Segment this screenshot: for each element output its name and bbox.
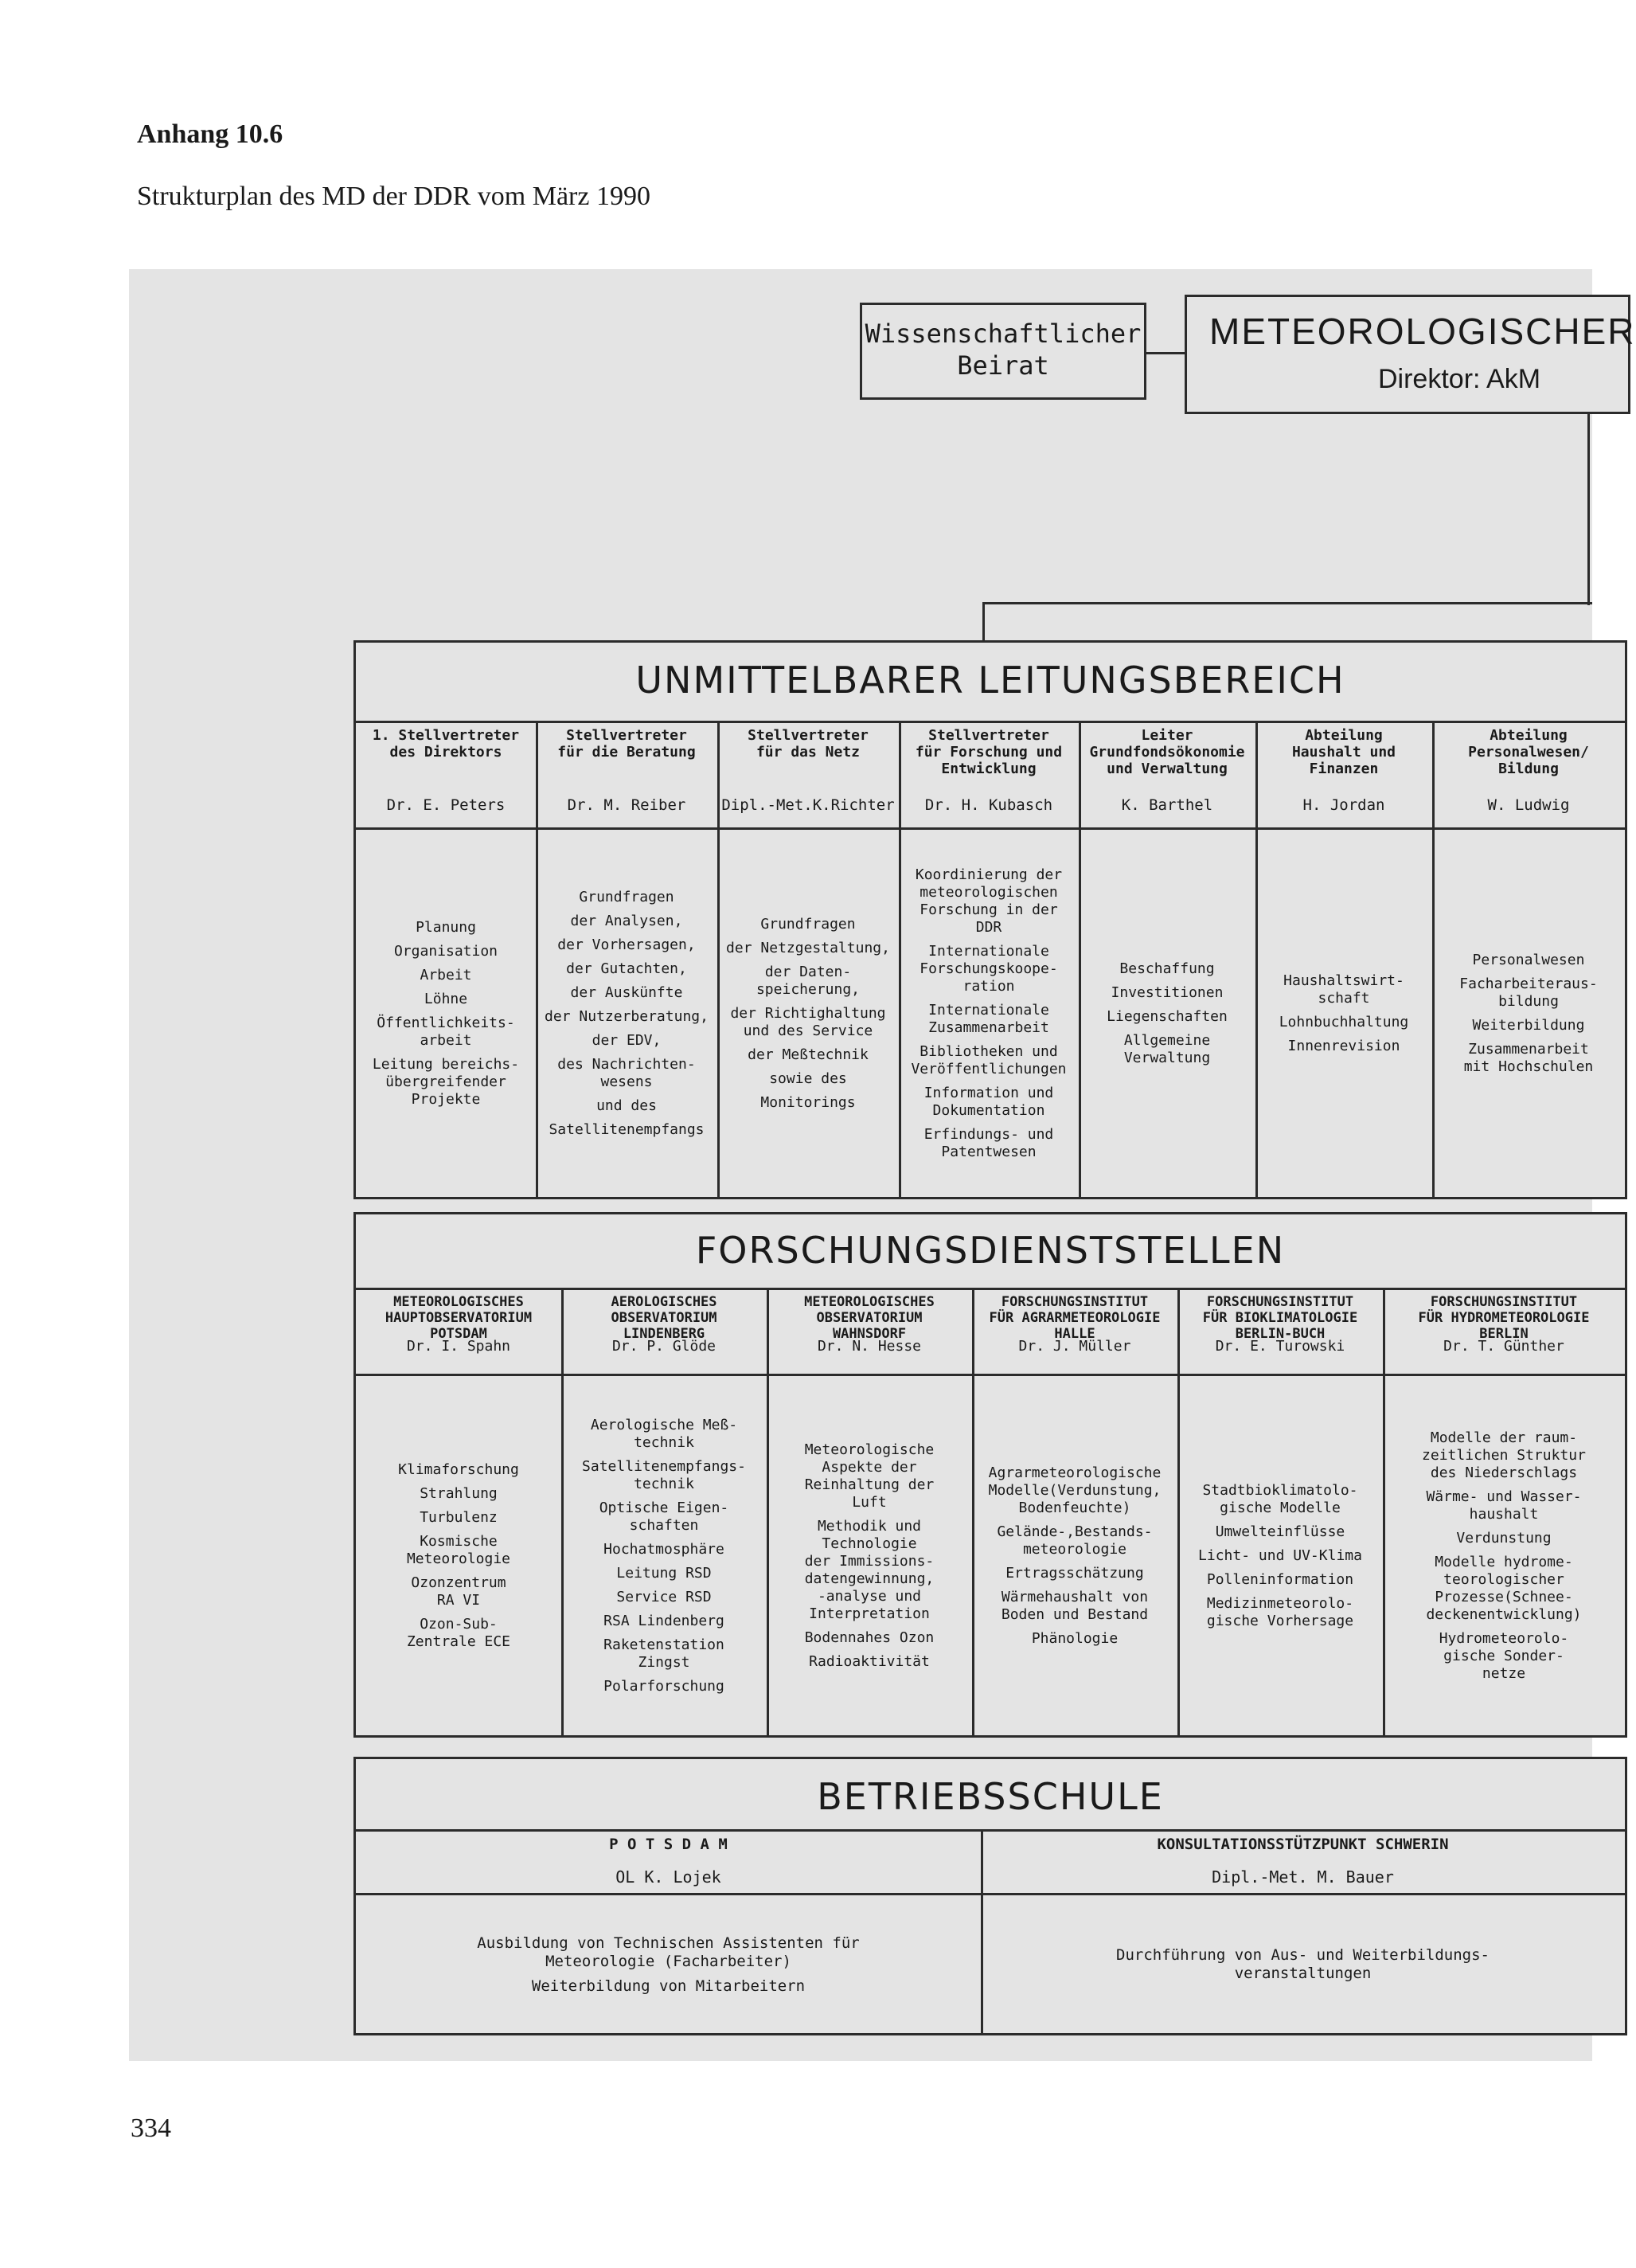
schule-column-head: KONSULTATIONSSTÜTZPUNKT SCHWERIN (1157, 1836, 1449, 1853)
forschung-column-head: FORSCHUNGSINSTITUT FÜR AGRARMETEOROLOGIE HALLE (989, 1294, 1161, 1342)
leitung-column-items (717, 831, 899, 1197)
forschung-item: Medizinmeteorolo- gische Vorhersage (1206, 1595, 1354, 1629)
forschung-section (353, 1212, 1627, 1738)
director-label: Direktor: AkM (1378, 364, 1541, 394)
forschung-item: Kosmische Meteorologie (406, 1533, 511, 1567)
leitung-column-name: K. Barthel (1121, 796, 1213, 814)
appendix-title: Anhang 10.6 (137, 119, 283, 149)
leitung-item: Organisation (393, 943, 498, 960)
leitung-item: Koordinierung der meteorologischen Forschung in der DDR (915, 866, 1063, 936)
leitung-item: Lohnbuchhaltung (1279, 1014, 1409, 1030)
leitung-item: Information und Dokumentation (923, 1085, 1054, 1119)
leitung-item: Innenrevision (1287, 1038, 1400, 1054)
forschung-item: Optische Eigen- schaften (599, 1500, 729, 1534)
leitung-column-head: Abteilung Haushalt und Finanzen (1291, 727, 1396, 777)
forschung-item: Modelle hydrome- teorologischer Prozesse(Schnee- deckenentwicklung) (1426, 1554, 1582, 1623)
forschung-item: Ozonzentrum RA VI (411, 1574, 506, 1609)
forschung-item: Service RSD (616, 1589, 712, 1605)
forschung-item: Stadtbioklimatolo- gische Modelle (1202, 1482, 1358, 1516)
leitung-item: Bibliotheken und Veröffentlichungen (911, 1043, 1067, 1077)
leitung-item: Löhne (424, 991, 468, 1007)
leitung-item: Liegenschaften (1107, 1008, 1228, 1025)
forschung-column-items (561, 1377, 767, 1735)
forschung-column-items (356, 1377, 561, 1735)
forschung-column-items (972, 1377, 1177, 1735)
leitung-item: Internationale Zusammenarbeit (928, 1002, 1049, 1036)
forschung-column-name: Dr. P. Glöde (611, 1338, 716, 1355)
leitung-item: der Vorhersagen, (557, 937, 696, 953)
forschung-title-divider (356, 1288, 1625, 1290)
leitung-column-items (899, 831, 1079, 1197)
forschung-item: Leitung RSD (616, 1565, 712, 1582)
leitung-column-name: Dr. M. Reiber (567, 796, 686, 814)
leitung-item: der EDV, (592, 1032, 662, 1049)
branch-line-v (982, 602, 985, 642)
leitung-section (353, 640, 1627, 1199)
meteo-box (1185, 295, 1636, 414)
beirat-connector (1146, 352, 1185, 354)
leitung-item: der Meßtechnik (748, 1046, 869, 1063)
schule-column-name: OL K. Lojek (615, 1867, 721, 1887)
forschung-column-head: FORSCHUNGSINSTITUT FÜR HYDROMETEOROLOGIE BERLIN (1418, 1294, 1590, 1342)
leitung-column-items (1255, 831, 1432, 1197)
leitung-item: Zusammenarbeit mit Hochschulen (1463, 1041, 1594, 1075)
leitung-item: Satellitenempfangs (549, 1121, 705, 1138)
forschung-item: Raketenstation Zingst (603, 1636, 724, 1671)
forschung-title: FORSCHUNGSDIENSTSTELLEN (695, 1229, 1286, 1272)
schule-head-divider (356, 1893, 1625, 1895)
schule-column-head: P O T S D A M (609, 1836, 728, 1853)
leitung-item: der Nutzerberatung, (545, 1008, 709, 1025)
schule-item: Durchführung von Aus- und Weiterbildungs- veranstaltungen (1116, 1946, 1490, 1982)
forschung-item: Polleninformation (1206, 1571, 1354, 1588)
forschung-item: Satellitenempfangs- technik (582, 1458, 746, 1492)
forschung-item: Wärmehaushalt von Boden und Bestand (1001, 1589, 1149, 1623)
forschung-item: Turbulenz (420, 1509, 498, 1526)
leitung-item: Weiterbildung (1472, 1017, 1585, 1034)
forschung-column-head: METEOROLOGISCHES HAUPTOBSERVATORIUM POTSDAM (385, 1294, 533, 1342)
schule-title-divider (356, 1829, 1625, 1832)
leitung-column-items (1079, 831, 1255, 1197)
leitung-item: Grundfragen (760, 916, 856, 933)
schule-item: Ausbildung von Technischen Assistenten für Meteorologie (Facharbeiter) (477, 1934, 860, 1970)
forschung-item: Bodennahes Ozon (804, 1629, 935, 1646)
leitung-item: Haushaltswirt- schaft (1283, 972, 1404, 1007)
schule-column-name: Dipl.-Met. M. Bauer (1212, 1867, 1394, 1887)
leitung-column-head: Abteilung Personalwesen/ Bildung (1468, 727, 1589, 777)
forschung-column-head: METEOROLOGISCHES OBSERVATORIUM WAHNSDORF (804, 1294, 935, 1342)
forschung-column-name: Dr. T. Günther (1443, 1338, 1564, 1355)
leitung-column-items (1432, 831, 1625, 1197)
leitung-item: Internationale Forschungskoope- ration (920, 943, 1058, 995)
leitung-item: Leitung bereichs- übergreifender Projekte (372, 1056, 520, 1108)
forschung-item: Polarforschung (603, 1678, 724, 1695)
forschung-item: Wärme- und Wasser- haushalt (1426, 1488, 1582, 1523)
forschung-column-name: Dr. N. Hesse (817, 1338, 922, 1355)
chart-subtitle: Strukturplan des MD der DDR vom März 1990 (137, 182, 650, 211)
leitung-item: der Richtighaltung und des Service (730, 1005, 886, 1039)
schule-item: Weiterbildung von Mitarbeitern (531, 1977, 806, 1995)
leitung-item: der Analysen, (570, 913, 683, 929)
forschung-item: Agrarmeteorologische Modelle(Verdunstung, Bodenfeuchte) (988, 1464, 1162, 1516)
leitung-column-head: 1. Stellvertreter des Direktors (372, 727, 520, 761)
right-connector (1587, 414, 1590, 605)
forschung-item: Verdunstung (1456, 1530, 1552, 1547)
page-number: 334 (131, 2114, 171, 2143)
forschung-item: Strahlung (420, 1485, 498, 1502)
forschung-item: Hochatmosphäre (603, 1541, 724, 1558)
leitung-item: der Daten- speicherung, (756, 964, 861, 998)
leitung-column-name: H. Jordan (1302, 796, 1385, 814)
leitung-column-items (356, 831, 536, 1197)
forschung-column-name: Dr. E. Turowski (1215, 1338, 1345, 1355)
meteo-title: METEOROLOGISCHER (1209, 311, 1636, 352)
leitung-item: Öffentlichkeits- arbeit (377, 1015, 515, 1049)
forschung-item: Gelände-,Bestands- meteorologie (997, 1523, 1153, 1558)
leitung-item: der Gutachten, (566, 960, 687, 977)
forschung-column-items (1383, 1377, 1625, 1735)
forschung-item: Radioaktivität (809, 1653, 930, 1670)
forschung-item: Ertragsschätzung (1005, 1565, 1144, 1582)
leitung-item: Arbeit (420, 967, 472, 983)
leitung-item: Erfindungs- und Patentwesen (923, 1126, 1054, 1160)
beirat-label: Wissenschaftlicher Beirat (865, 319, 1142, 381)
forschung-column-head: FORSCHUNGSINSTITUT FÜR BIOKLIMATOLOGIE BERLIN-BUCH (1202, 1294, 1358, 1342)
branch-line-h (982, 602, 1592, 604)
leitung-item: Beschaffung (1119, 960, 1215, 977)
forschung-item: RSA Lindenberg (603, 1613, 724, 1629)
forschung-column-items (767, 1377, 972, 1735)
leitung-item: des Nachrichten- wesens (557, 1056, 696, 1090)
forschung-item: Phänologie (1031, 1630, 1119, 1647)
leitung-column-head: Stellvertreter für die Beratung (557, 727, 696, 761)
leitung-column-name: Dr. E. Peters (386, 796, 506, 814)
forschung-item: Aerologische Meß- technik (590, 1417, 738, 1451)
leitung-item: Facharbeiteraus- bildung (1459, 976, 1598, 1010)
forschung-item: Ozon-Sub- Zentrale ECE (406, 1616, 511, 1650)
forschung-column-name: Dr. J. Müller (1018, 1338, 1131, 1355)
leitung-column-head: Stellvertreter für Forschung und Entwicklung (915, 727, 1063, 777)
forschung-head-divider (356, 1374, 1625, 1376)
leitung-column-head: Stellvertreter für das Netz (748, 727, 869, 761)
org-chart-panel (129, 269, 1636, 2061)
forschung-item: Licht- und UV-Klima (1198, 1547, 1362, 1564)
schule-title: BETRIEBSSCHULE (817, 1775, 1164, 1818)
forschung-column-head: AEROLOGISCHES OBSERVATORIUM LINDENBERG (611, 1294, 717, 1342)
forschung-item: Modelle der raum- zeitlichen Struktur des Niederschlags (1422, 1429, 1586, 1481)
beirat-box (860, 303, 1146, 400)
schule-section (353, 1757, 1627, 2035)
forschung-item: Meteorologische Aspekte der Reinhaltung der Luft (804, 1441, 935, 1511)
forschung-item: Hydrometeorolo- gische Sonder- netze (1439, 1630, 1569, 1682)
schule-column-items (356, 1896, 981, 2033)
leitung-item: Planung (416, 919, 476, 936)
leitung-column-items (536, 831, 717, 1197)
leitung-item: Grundfragen (579, 889, 674, 905)
leitung-item: Personalwesen (1472, 952, 1585, 968)
leitung-item: der Netzgestaltung, (726, 940, 890, 956)
forschung-item: Umwelteinflüsse (1215, 1523, 1345, 1540)
leitung-item: Allgemeine Verwaltung (1123, 1032, 1211, 1066)
forschung-item: Methodik und Technologie der Immissions- datengewinnung, -analyse und Interpretation (804, 1518, 935, 1622)
forschung-column-items (1177, 1377, 1383, 1735)
leitung-title: UNMITTELBARER LEITUNGSBEREICH (635, 659, 1345, 702)
forschung-column-name: Dr. I. Spahn (406, 1338, 511, 1355)
leitung-column-name: Dr. H. Kubasch (924, 796, 1053, 814)
leitung-item: Investitionen (1111, 984, 1224, 1001)
leitung-item: sowie des (769, 1070, 847, 1087)
leitung-column-name: Dipl.-Met.K.Richter (721, 796, 895, 814)
leitung-item: der Auskünfte (570, 984, 683, 1001)
schule-column-items (981, 1896, 1625, 2033)
leitung-item: Monitorings (760, 1094, 856, 1111)
leitung-column-head: Leiter Grundfondsökonomie und Verwaltung (1089, 727, 1245, 777)
forschung-item: Klimaforschung (398, 1461, 519, 1478)
leitung-item: und des (596, 1097, 657, 1114)
leitung-column-name: W. Ludwig (1487, 796, 1570, 814)
